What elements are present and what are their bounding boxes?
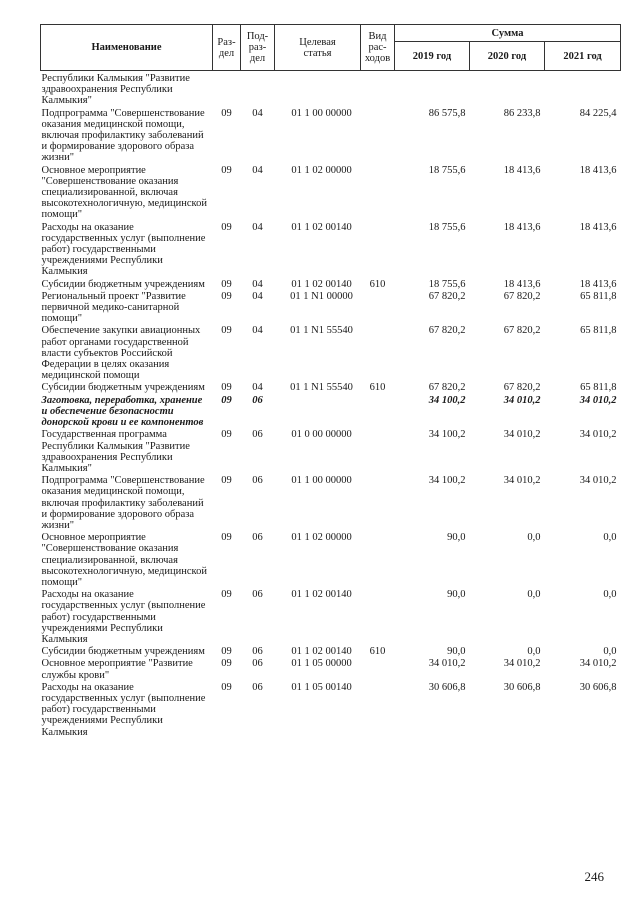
row-name: Расходы на оказание государственных услуг (выполнение работ) государственными учреждениями Республики Калмыкия [41, 221, 206, 278]
row-sum-2021: 65 811,8 [580, 382, 617, 394]
row-sum-2021: 0,0 [603, 532, 617, 544]
row-name: Подпрограмма "Совершенствование оказания медицинской помощи, включая профилактику заболеваний и формирование здорового образа жизни" [41, 107, 205, 164]
row-vid-rashodov: 610 [369, 278, 386, 290]
table-row [41, 382, 621, 394]
row-sum-2021: 84 225,4 [579, 107, 617, 119]
row-sum-2021: 18 413,6 [579, 278, 617, 290]
row-sum-2021: 65 811,8 [580, 325, 617, 337]
row-vid-rashodov [361, 222, 395, 279]
row-razdel: 09 [221, 221, 232, 233]
table-row [41, 395, 621, 430]
row-razdel: 09 [221, 382, 232, 394]
row-sum-2019: 34 010,2 [428, 658, 466, 670]
row-sum-2021 [545, 71, 621, 108]
row-sum-2019: 90,0 [447, 646, 466, 658]
row-sum-2019: 67 820,2 [428, 382, 466, 394]
row-sum-2019: 18 755,6 [428, 278, 466, 290]
row-razdel: 09 [221, 394, 232, 406]
row-cel-statya: 01 1 02 00140 [291, 221, 352, 233]
row-name: Расходы на оказание государственных услуг (выполнение работ) государственными учреждениями Республики Калмыкия [41, 681, 206, 738]
table-row [41, 589, 621, 646]
header-year-2020: 2020 год [470, 42, 545, 71]
row-name: Обеспечение закупки авиационных работ органами государственной власти субъектов Российской Федерации в целях оказания медицинской помощи [41, 325, 201, 382]
row-sum-2021: 18 413,6 [579, 164, 617, 176]
row-sum-2021: 34 010,2 [579, 429, 617, 441]
row-vid-rashodov [361, 532, 395, 589]
row-podrazdel: 04 [252, 290, 263, 302]
table-body [41, 71, 621, 739]
row-cel-statya: 01 1 02 00000 [291, 164, 352, 176]
row-name: Подпрограмма "Совершенствование оказания медицинской помощи, включая профилактику заболеваний и формирование здорового образа жизни" [41, 475, 205, 531]
row-sum-2021: 34 010,2 [579, 658, 617, 670]
row-cel-statya [275, 395, 361, 430]
row-sum-2019: 34 100,2 [428, 394, 466, 406]
table-row [41, 429, 621, 475]
row-name: Региональный проект "Развитие первичной медико-санитарной помощи" [41, 290, 186, 325]
row-podrazdel: 04 [252, 164, 263, 176]
row-sum-2020: 34 010,2 [503, 658, 541, 670]
row-cel-statya: 01 1 N1 00000 [290, 290, 353, 302]
header-podrazdel: Под- раз- дел [241, 25, 275, 71]
row-sum-2019: 18 755,6 [428, 164, 466, 176]
row-name: Основное мероприятие "Развитие службы крови" [41, 658, 193, 681]
row-razdel: 09 [221, 290, 232, 302]
row-sum-2021: 0,0 [603, 589, 617, 601]
row-cel-statya: 01 1 00 00000 [291, 107, 352, 119]
row-razdel: 09 [221, 681, 232, 693]
row-sum-2020: 18 413,6 [503, 278, 541, 290]
header-vid-rashodov: Вид рас- ходов [361, 25, 395, 71]
row-sum-2019: 90,0 [447, 589, 466, 601]
table-row [41, 475, 621, 532]
table-row [41, 165, 621, 222]
row-vid-rashodov [361, 395, 395, 430]
row-podrazdel: 06 [252, 646, 263, 658]
row-name: Республики Калмыкия "Развитие здравоохранения Республики Калмыкия" [41, 73, 190, 107]
header-name: Наименование [41, 25, 213, 71]
row-cel-statya: 01 1 N1 55540 [290, 325, 353, 337]
table-row [41, 682, 621, 739]
row-cel-statya: 01 1 02 00140 [291, 589, 352, 601]
table-row [41, 532, 621, 589]
row-sum-2020: 0,0 [527, 646, 541, 658]
row-sum-2019: 90,0 [447, 532, 466, 544]
table-row [41, 646, 621, 658]
row-cel-statya: 01 0 00 00000 [291, 429, 352, 441]
row-razdel: 09 [221, 107, 232, 119]
row-cel-statya: 01 1 02 00140 [291, 646, 352, 658]
row-sum-2021: 34 010,2 [579, 475, 617, 487]
row-razdel [213, 71, 241, 108]
row-razdel: 09 [221, 658, 232, 670]
row-sum-2019: 30 606,8 [428, 681, 466, 693]
row-podrazdel: 06 [252, 429, 263, 441]
row-cel-statya: 01 1 00 00000 [291, 475, 352, 487]
row-sum-2020: 34 010,2 [503, 394, 541, 406]
row-podrazdel: 06 [252, 681, 263, 693]
row-razdel: 09 [221, 278, 232, 290]
row-sum-2019: 67 820,2 [428, 325, 466, 337]
row-vid-rashodov [361, 589, 395, 646]
row-vid-rashodov [361, 429, 395, 475]
row-podrazdel: 06 [252, 532, 263, 544]
row-razdel: 09 [221, 475, 232, 487]
row-sum-2021: 0,0 [603, 646, 617, 658]
row-vid-rashodov: 610 [369, 646, 386, 658]
row-podrazdel: 06 [252, 475, 263, 487]
row-razdel: 09 [221, 589, 232, 601]
row-podrazdel: 06 [252, 589, 263, 601]
row-sum-2019: 67 820,2 [428, 290, 466, 302]
row-sum-2020: 18 413,6 [503, 221, 541, 233]
row-cel-statya: 01 1 N1 55540 [290, 382, 353, 394]
header-summa: Сумма [395, 25, 621, 42]
row-podrazdel [241, 71, 275, 108]
row-sum-2020 [470, 71, 545, 108]
row-sum-2020: 34 010,2 [503, 475, 541, 487]
row-vid-rashodov [361, 325, 395, 382]
row-name: Субсидии бюджетным учреждениям [41, 278, 205, 290]
row-podrazdel: 06 [252, 394, 263, 406]
row-name: Государственная программа Республики Калмыкия "Развитие здравоохранения Республики Калмыкия" [41, 429, 190, 474]
row-razdel: 09 [221, 532, 232, 544]
row-sum-2021: 65 811,8 [580, 290, 617, 302]
row-podrazdel: 04 [252, 221, 263, 233]
row-sum-2020: 67 820,2 [503, 382, 541, 394]
row-sum-2020: 67 820,2 [503, 325, 541, 337]
row-name: Заготовка, переработка, хранение и обеспечение безопасности донорской крови и ее компонентов [41, 394, 204, 429]
row-sum-2019: 34 100,2 [428, 475, 466, 487]
row-sum-2021: 18 413,6 [579, 221, 617, 233]
budget-table [40, 24, 621, 739]
row-podrazdel: 04 [252, 107, 263, 119]
row-vid-rashodov [361, 291, 395, 326]
row-name: Основное мероприятие "Совершенствование оказания специализированной, включая высокотехнологичную, медицинской помощи" [41, 164, 207, 221]
row-sum-2019: 86 575,8 [428, 107, 466, 119]
row-vid-rashodov: 610 [369, 382, 386, 394]
row-razdel: 09 [221, 646, 232, 658]
row-cel-statya: 01 1 05 00000 [291, 658, 352, 670]
row-vid-rashodov [361, 475, 395, 532]
row-cel-statya: 01 1 02 00140 [291, 278, 352, 290]
row-podrazdel: 06 [252, 658, 263, 670]
page-number: 246 [584, 869, 604, 884]
table-row [41, 658, 621, 681]
row-razdel: 09 [221, 164, 232, 176]
row-sum-2020: 0,0 [527, 532, 541, 544]
row-cel-statya: 01 1 05 00140 [291, 681, 352, 693]
row-name: Субсидии бюджетным учреждениям [41, 646, 205, 658]
row-cel-statya [275, 71, 361, 108]
table-row [41, 222, 621, 279]
row-sum-2020: 67 820,2 [503, 290, 541, 302]
row-podrazdel: 04 [252, 382, 263, 394]
row-vid-rashodov [361, 108, 395, 165]
row-sum-2020: 30 606,8 [503, 681, 541, 693]
row-sum-2020: 34 010,2 [503, 429, 541, 441]
header-razdel: Раз- дел [213, 25, 241, 71]
row-sum-2019 [395, 71, 470, 108]
table-row [41, 279, 621, 291]
row-sum-2020: 0,0 [527, 589, 541, 601]
row-sum-2019: 18 755,6 [428, 221, 466, 233]
header-year-2021: 2021 год [545, 42, 621, 71]
row-razdel: 09 [221, 325, 232, 337]
row-sum-2021: 34 010,2 [579, 394, 617, 406]
row-vid-rashodov [361, 658, 395, 681]
row-vid-rashodov [361, 165, 395, 222]
row-vid-rashodov [361, 682, 395, 739]
header-cel-statya: Целевая статья [275, 25, 361, 71]
row-podrazdel: 04 [252, 325, 263, 337]
row-sum-2020: 18 413,6 [503, 164, 541, 176]
row-name: Основное мероприятие "Совершенствование оказания специализированной, включая высокотехнологичную, медицинской помощи" [41, 532, 207, 588]
table-row [41, 325, 621, 382]
row-sum-2019: 34 100,2 [428, 429, 466, 441]
row-name: Расходы на оказание государственных услуг (выполнение работ) государственными учреждениями Республики Калмыкия [41, 589, 206, 645]
table-row [41, 108, 621, 165]
table-row [41, 291, 621, 326]
row-sum-2020: 86 233,8 [503, 107, 541, 119]
row-name: Субсидии бюджетным учреждениям [41, 382, 205, 394]
header-year-2019: 2019 год [395, 42, 470, 71]
row-sum-2021: 30 606,8 [579, 681, 617, 693]
row-cel-statya: 01 1 02 00000 [291, 532, 352, 544]
table-header [41, 25, 621, 71]
row-podrazdel: 04 [252, 278, 263, 290]
table-row [41, 71, 621, 108]
row-vid-rashodov [361, 71, 395, 108]
row-razdel: 09 [221, 429, 232, 441]
